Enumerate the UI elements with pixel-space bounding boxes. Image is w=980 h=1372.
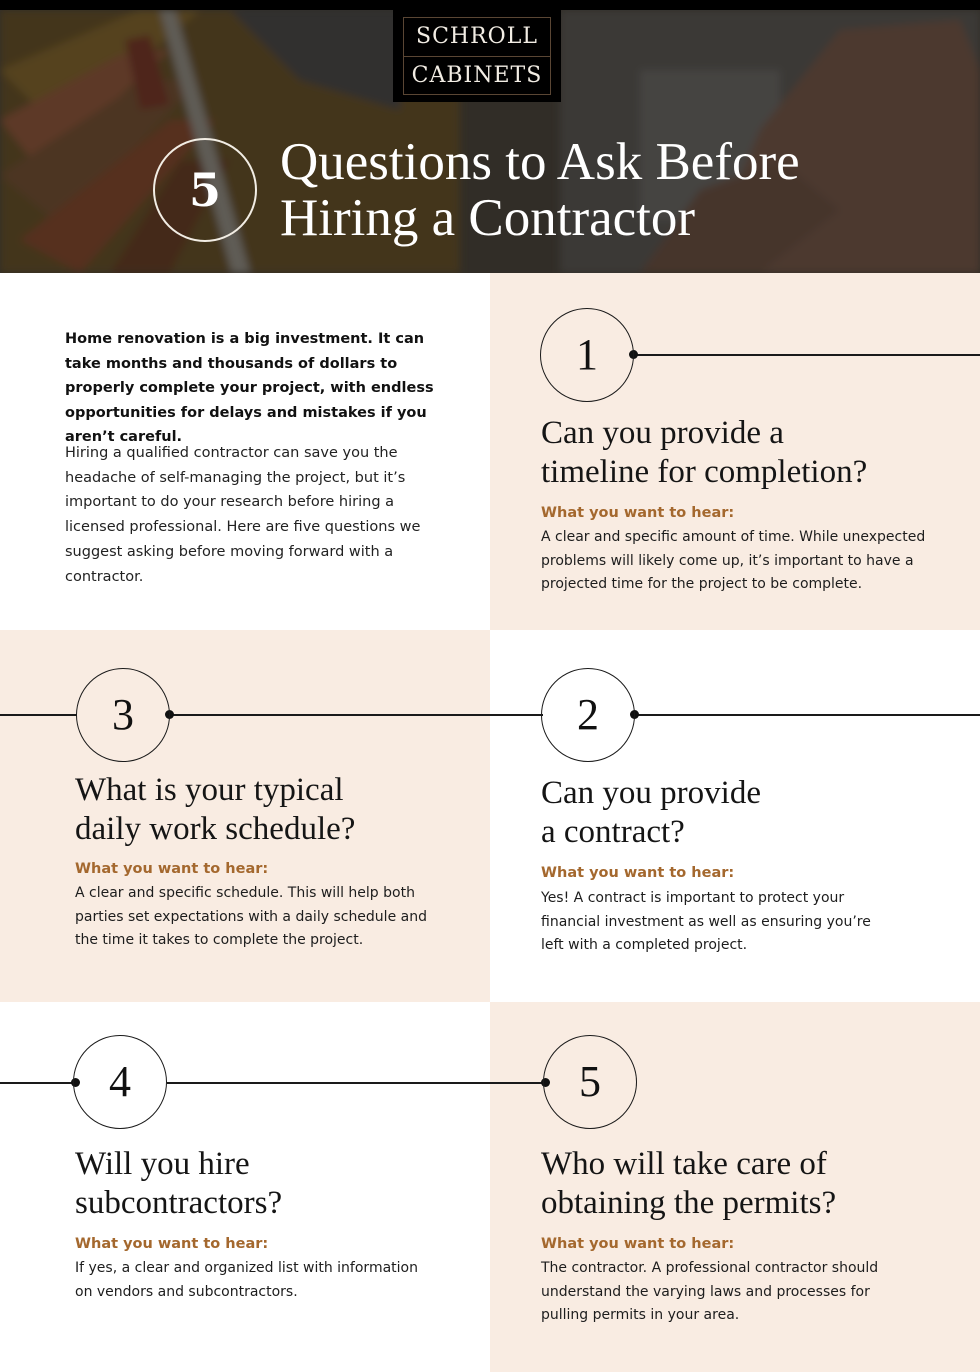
hero-number-badge: 5 <box>153 138 257 242</box>
question-title <box>541 1145 961 1222</box>
question-title-line1: Can you provide <box>541 775 761 811</box>
answer-label: What you want to hear: <box>541 1236 735 1252</box>
answer-label: What you want to hear: <box>75 1236 269 1252</box>
answer-text: Yes! A contract is important to protect your financial investment as well as ensuring you’re left with a completed project. <box>541 890 871 954</box>
timeline-connector <box>170 714 543 716</box>
question-number-circle: 1 <box>540 308 634 402</box>
question-title-line1: Will you hire <box>75 1146 250 1182</box>
question-title-line2: subcontractors? <box>75 1184 283 1221</box>
intro-lead-paragraph: Home renovation is a big investment. It can take months and thousands of dollars to properly complete your project, with endless opportunities for delays and mistakes if you aren’t careful. <box>65 331 434 445</box>
top-bar <box>0 0 980 10</box>
answer-label: What you want to hear: <box>541 865 735 881</box>
answer-label: What you want to hear: <box>75 861 269 877</box>
question-title-line1: Who will take care of <box>541 1146 827 1182</box>
question-title-line2: daily work schedule? <box>75 810 356 847</box>
question-number-circle: 3 <box>76 668 170 762</box>
answer-text: A clear and specific amount of time. While unexpected problems will likely come up, it’s important to have a projected time for the project to be complete. <box>541 529 926 593</box>
logo-text-line1: SCHROLL <box>404 18 550 57</box>
page-title-line2: Hiring a Contractor <box>280 189 696 247</box>
question-title <box>75 771 475 848</box>
timeline-connector <box>635 714 980 716</box>
answer-text: The contractor. A professional contractor should understand the varying laws and processes for pulling permits in your area. <box>541 1260 879 1324</box>
logo-frame <box>403 17 551 95</box>
intro-body-paragraph: Hiring a qualified contractor can save you the headache of self-managing the project, but it’s important to do your research before hiring a licensed professional. Here are five questions we suggest asking before moving forward with a contractor. <box>65 445 421 585</box>
question-title <box>541 774 941 851</box>
page-title <box>280 134 960 246</box>
question-title-line2: timeline for completion? <box>541 453 868 490</box>
question-number-circle: 2 <box>541 668 635 762</box>
hero-banner <box>0 10 980 273</box>
timeline-connector <box>634 354 980 356</box>
question-title <box>75 1145 475 1222</box>
logo-text-line2: CABINETS <box>411 62 543 88</box>
question-title <box>541 414 961 491</box>
question-title-line2: obtaining the permits? <box>541 1184 837 1221</box>
timeline-connector <box>0 1082 76 1084</box>
timeline-connector <box>167 1082 545 1084</box>
question-title-line1: Can you provide a <box>541 415 784 451</box>
question-number-circle: 4 <box>73 1035 167 1129</box>
question-number-circle: 5 <box>543 1035 637 1129</box>
answer-label: What you want to hear: <box>541 505 735 521</box>
answer-text: If yes, a clear and organized list with information on vendors and subcontractors. <box>75 1260 418 1300</box>
answer-text: A clear and specific schedule. This will help both parties set expectations with a daily schedule and the time it takes to complete the project. <box>75 885 427 949</box>
page-title-line1: Questions to Ask Before <box>280 133 800 191</box>
question-title-line2: a contract? <box>541 813 685 850</box>
question-title-line1: What is your typical <box>75 772 344 808</box>
brand-logo[interactable] <box>393 10 561 102</box>
timeline-connector <box>0 714 77 716</box>
